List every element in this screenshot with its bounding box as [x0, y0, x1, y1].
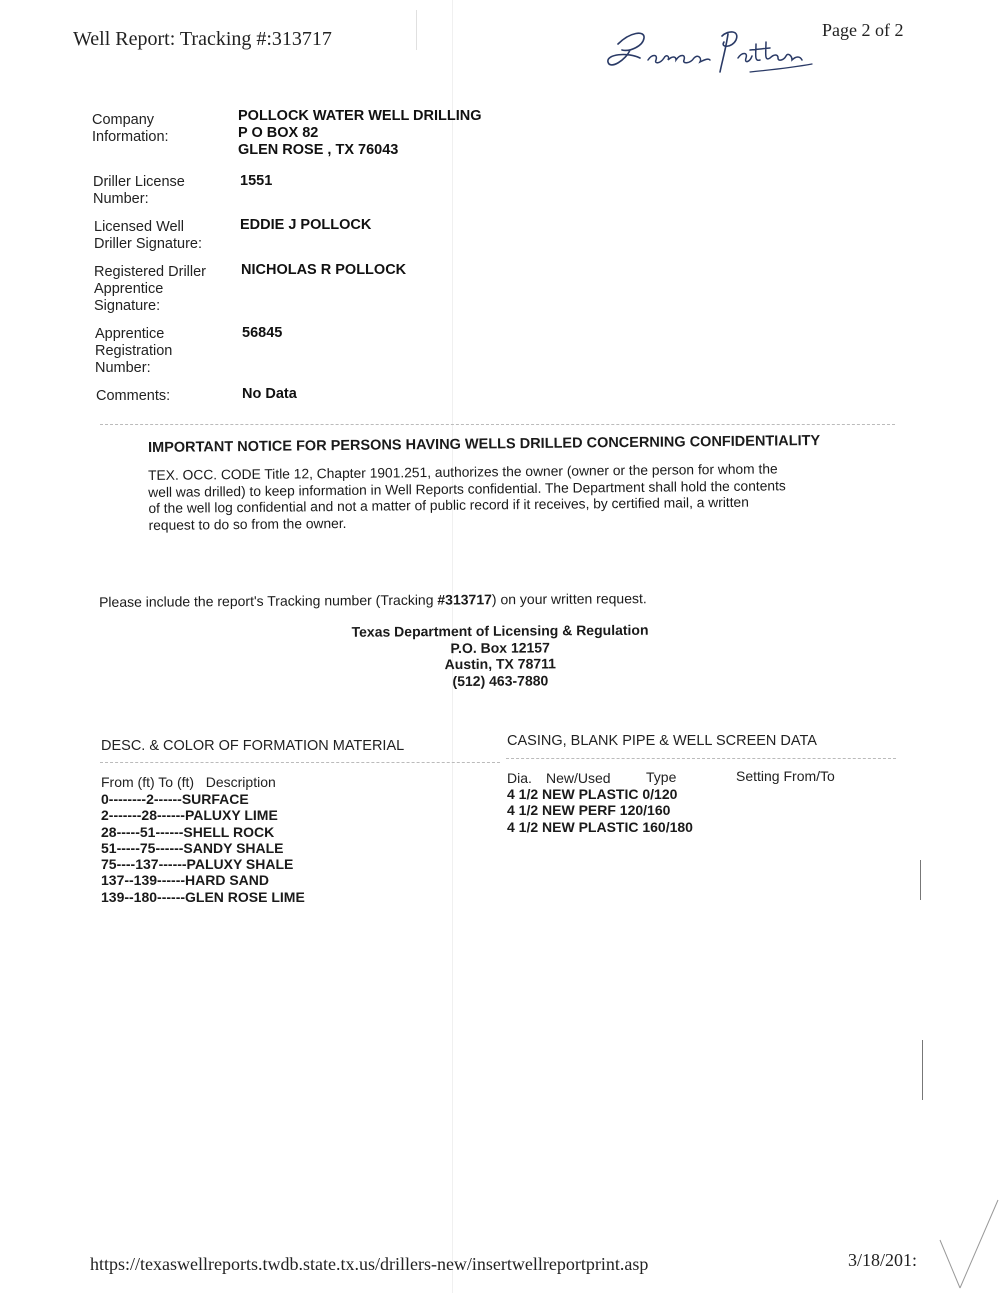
field-value-registered-driller: NICHOLAS R POLLOCK [241, 262, 407, 278]
confidentiality-notice-title: IMPORTANT NOTICE FOR PERSONS HAVING WELLS DRILLED CONCERNING CONFIDENTIALITY [148, 432, 821, 456]
handwritten-signature [600, 14, 820, 78]
field-label-comments: Comments: [96, 388, 171, 404]
casing-row: 4 1/2 NEW PLASTIC 160/180 [507, 818, 693, 835]
formation-row: 137--139------HARD SAND [101, 872, 270, 889]
formation-row: 139--180------GLEN ROSE LIME [101, 888, 305, 905]
scan-edge-mark [920, 860, 921, 900]
casing-col-new-used: New/Used [546, 770, 611, 786]
formation-columns: From (ft) To (ft) Description [101, 774, 276, 790]
field-label-licensed-well-driller: Licensed Well Driller Signature: [94, 219, 202, 252]
formation-rows [101, 791, 305, 905]
scan-edge-mark [922, 1040, 923, 1100]
field-label-driller-license: Driller License Number: [93, 174, 185, 207]
casing-heading: CASING, BLANK PIPE & WELL SCREEN DATA [507, 733, 817, 749]
formation-heading: DESC. & COLOR OF FORMATION MATERIAL [101, 738, 405, 754]
tracking-number: #313717 [437, 591, 492, 608]
section-divider [100, 424, 895, 425]
scan-mark [416, 10, 417, 50]
formation-row: 0--------2------SURFACE [101, 791, 249, 807]
confidentiality-notice-body: TEX. OCC. CODE Title 12, Chapter 1901.251, authorizes the owner (owner or the person for whom the well was drilled) to keep information in Well Reports confidential. The Department shall hold the contents of the well log confidential and not a matter of public record if it receives, by certified mail, a written request to do so from the owner. [148, 461, 786, 533]
report-title: Well Report: Tracking #:313717 [73, 28, 332, 50]
formation-row: 28-----51------SHELL ROCK [101, 823, 275, 840]
field-label-company: Company Information: [92, 112, 169, 145]
casing-row: 4 1/2 NEW PERF 120/160 [507, 802, 671, 819]
footer-date: 3/18/201: [848, 1250, 918, 1270]
field-value-licensed-well-driller: EDDIE J POLLOCK [240, 217, 372, 233]
formation-row: 51-----75------SANDY SHALE [101, 839, 284, 856]
field-value-apprentice-registration: 56845 [242, 325, 283, 341]
casing-row: 4 1/2 NEW PLASTIC 0/120 [507, 786, 678, 802]
page-number: Page 2 of 2 [822, 20, 904, 40]
field-value-driller-license: 1551 [240, 173, 273, 189]
field-label-registered-driller: Registered Driller Apprentice Signature: [94, 264, 207, 314]
casing-col-type: Type [646, 769, 677, 785]
field-label-apprentice-registration: Apprentice Registration Number: [95, 326, 173, 376]
casing-col-setting: Setting From/To [736, 768, 835, 784]
tracking-request-instruction: Please include the report's Tracking number (Tracking #313717) on your written request. [99, 590, 647, 610]
field-value-company: POLLOCK WATER WELL DRILLING P O BOX 82 GLEN ROSE , TX 76043 [238, 108, 482, 158]
casing-col-dia: Dia. [507, 770, 532, 786]
formation-row: 2-------28------PALUXY LIME [101, 807, 278, 824]
formation-divider [100, 762, 500, 763]
formation-row: 75----137------PALUXY SHALE [101, 856, 294, 873]
tdlr-mailing-address: Texas Department of Licensing & Regulation P.O. Box 12157 Austin, TX 78711 (512) 463-7880 [351, 621, 649, 689]
casing-divider [506, 758, 896, 759]
footer-url: https://texaswellreports.twdb.state.tx.us/drillers-new/insertwellreportprint.asp [90, 1254, 649, 1274]
field-value-comments: No Data [242, 386, 297, 402]
casing-rows [507, 786, 693, 835]
scan-corner-mark [930, 1180, 1000, 1293]
